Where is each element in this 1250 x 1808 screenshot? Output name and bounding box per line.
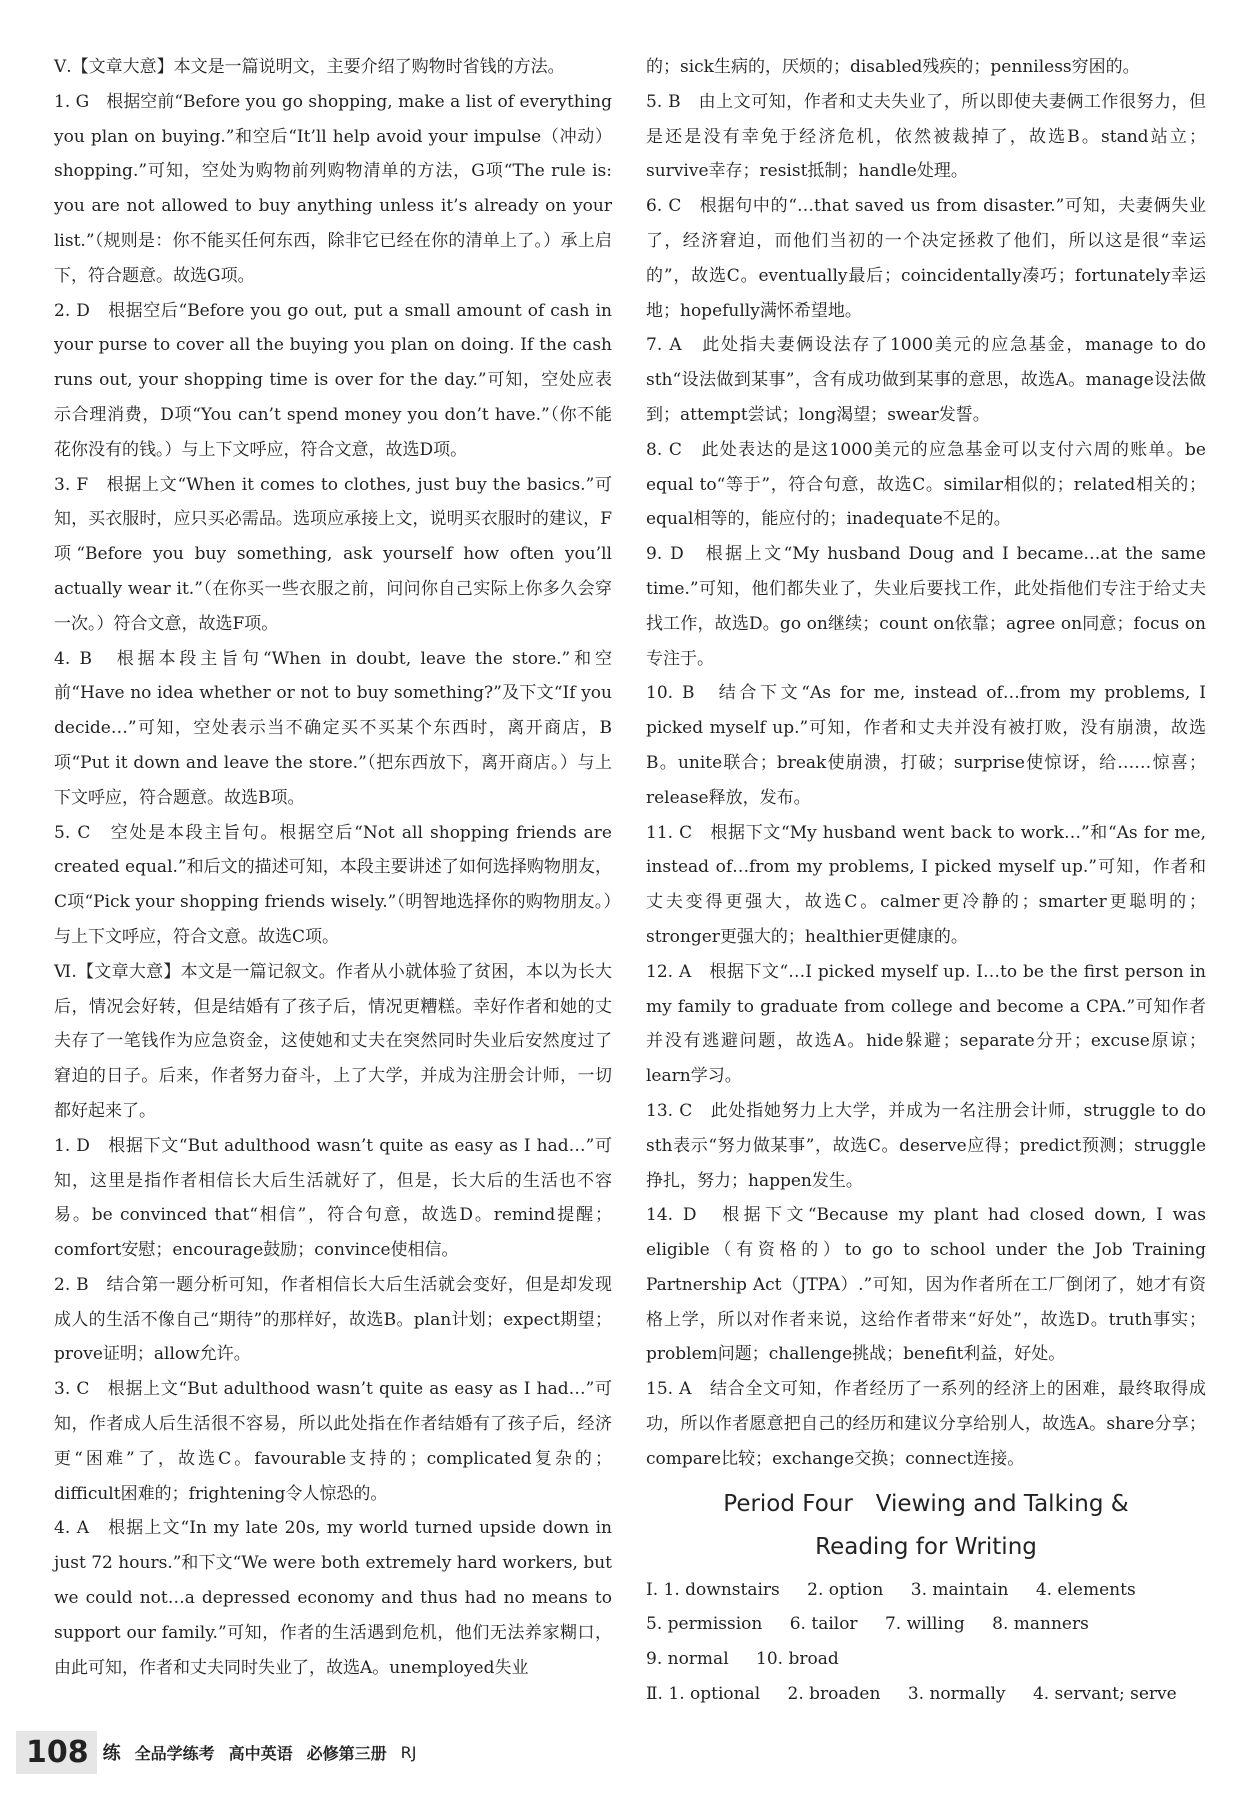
footer-edition: RJ [400,1742,417,1762]
vocab-answers-2 [646,1677,1206,1712]
footer-book: 必修第三册 [306,1743,387,1763]
page-footer [16,1726,417,1778]
paragraph: 13. C 此处指她努力上大学，并成为一名注册会计师，struggle to do sth表示“努力做某事”，故选C。deserve应得；predict预测；struggle挣扎，努力；happen发生。 [646,1100,1206,1191]
vocab-prefix: Ⅱ. [646,1684,663,1705]
vocab-item: 2. option [807,1579,884,1600]
paragraph: 5. B 由上文可知，作者和丈夫失业了，所以即使夫妻俩工作很努力，但是还是没有幸免于经济危机，依然被裁掉了，故选B。stand站立；survive幸存；resist抵制；handle处理。 [646,91,1206,182]
paragraph: 4. A 根据上文“In my late 20s, my world turned upside down in just 72 hours.”和下文“We were both extremely hard workers, but we could not…a depressed economy and thus had no means to support our family.”可知，作者的生活遇到危机，他们无法养家糊口，由此可知，作者和丈夫同时失业了，故选A。unemployed失业 [54,1518,612,1678]
paragraph: 3. F 根据上文“When it comes to clothes, just buy the basics.”可知，买衣服时，应只买必需品。选项应承接上文，说明买衣服时的建议，F项“Before you buy something, ask yourself how often you’ll actually wear it.”（在你买一些衣服之前，问问你自己实际上你多久会穿一次。）符合文意，故选F项。 [54,474,612,634]
footer-lian: 练 [102,1743,121,1764]
paragraph: 14. D 根据下文“Because my plant had closed down, I was eligible（有资格的）to go to school under the Job Training Partnership Act（JTPA）.”可知，因为作者所在工厂倒闭了，她才有资格上学，所以对作者来说，这给作者带来“好处”，故选D。truth事实；problem问题；challenge挑战；benefit利益，好处。 [646,1205,1206,1365]
paragraph: 6. C 根据句中的“…that saved us from disaster.”可知，夫妻俩失业了，经济窘迫，而他们当初的一个决定拯救了他们，所以这是很“幸运的”，故选C。eventually最后；coincidentally凑巧；fortunately幸运地；hopefully满怀希望地。 [646,196,1206,321]
paragraph: 1. G 根据空前“Before you go shopping, make a list of everything you plan on buying.”和空后“It’ll help avoid your impulse（冲动）shopping.”可知，空处为购物前列购物清单的方法，G项“The rule is: you are not allowed to buy anything unless it’s already on your list.”（规则是：你不能买任何东西，除非它已经在你的清单上了。）承上启下，符合题意。故选G项。 [54,91,612,286]
section-heading-line2: Reading for Writing [815,1533,1037,1560]
paragraph: 11. C 根据下文“My husband went back to work…”和“As for me, instead of…from my problems, I picked myself up.”可知，作者和丈夫变得更强大，故选C。calmer更冷静的；smarter更聪明的；stronger更强大的；healthier更健康的。 [646,822,1206,947]
paragraph: 4. B 根据本段主旨句“When in doubt, leave the store.”和空前“Have no idea whether or not to buy something?”及下文“If you decide…”可知，空处表示当不确定买不买某个东西时，离开商店，B项“Put it down and leave the store.”（把东西放下，离开商店。）与上下文呼应，符合题意。故选B项。 [54,648,612,808]
paragraph: 15. A 结合全文可知，作者经历了一系列的经济上的困难，最终取得成功，所以作者愿意把自己的经历和建议分享给别人，故选A。share分享；compare比较；exchange交换；connect连接。 [646,1379,1206,1469]
paragraph: 12. A 根据下文“…I picked myself up. I…to be the first person in my family to graduate from college and become a CPA.”可知作者并没有逃避问题，故选A。hide躲避；separate分开；excuse原谅；learn学习。 [646,961,1206,1087]
vocab-item: 3. normally [907,1684,1006,1705]
section-heading [646,1483,1206,1569]
paragraph: 的；sick生病的，厌烦的；disabled残疾的；penniless穷困的。 [646,57,1140,77]
vocab-item: 5. permission [646,1614,763,1635]
paragraph: 1. D 根据下文“But adulthood wasn’t quite as easy as I had…”可知，这里是指作者相信长大后生活就好了，但是，长大后的生活也不容易。be convinced that“相信”，符合句意，故选D。remind提醒；comfort安慰；encourage鼓励；convince使相信。 [54,1135,612,1261]
paragraph: 5. C 空处是本段主旨句。根据空后“Not all shopping friends are created equal.”和后文的描述可知，本段主要讲述了如何选择购物朋友，C项“Pick your shopping friends wisely.”（明智地选择你的购物朋友。）与上下文呼应，符合文意。故选C项。 [54,822,612,947]
left-column [54,50,612,1685]
paragraph: 3. C 根据上文“But adulthood wasn’t quite as easy as I had…”可知，作者成人后生活很不容易，所以此处指在作者结婚有了孩子后，经济更“困难”了，故选C。favourable支持的；complicated复杂的；difficult困难的；frightening令人惊恐的。 [54,1379,612,1504]
vocab-item: 1. optional [668,1684,761,1705]
vocab-item: 8. manners [992,1614,1089,1635]
page-number: 108 [16,1731,97,1774]
vocab-answers-1 [646,1573,1206,1677]
paragraph: 2. D 根据空后“Before you go out, put a small amount of cash in your purse to cover all the buying you plan on doing. If the cash runs out, your shopping time is over for the day.”可知，空处应表示合理消费，D项“You can’t spend money you don’t have.”（你不能花你没有的钱。）与上下文呼应，符合文意，故选D项。 [54,300,612,460]
vocab-item: 9. normal [646,1649,729,1670]
vocab-item: 4. elements [1035,1579,1136,1600]
section-heading-line1: Period Four Viewing and Talking & [723,1490,1129,1517]
paragraph: Ⅵ.【文章大意】本文是一篇记叙文。作者从小就体验了贫困，本以为长大后，情况会好转，但是结婚有了孩子后，情况更糟糕。幸好作者和她的丈夫存了一笔钱作为应急资金，这使她和丈夫在突然同时失业后安然度过了窘迫的日子。后来，作者努力奋斗，上了大学，并成为注册会计师，一切都好起来了。 [54,961,612,1121]
paragraph: 2. B 结合第一题分析可知，作者相信长大后生活就会变好，但是却发现成人的生活不像自己“期待”的那样好，故选B。plan计划；expect期望；prove证明；allow允许。 [54,1274,612,1365]
paragraph: Ⅴ.【文章大意】本文是一篇说明文，主要介绍了购物时省钱的方法。 [54,57,565,77]
vocab-item: 10. broad [756,1649,839,1670]
vocab-item: 3. maintain [910,1579,1009,1600]
footer-subject: 高中英语 [228,1743,293,1763]
right-column [646,50,1206,1712]
footer-brand: 全品学练考 [134,1743,215,1763]
paragraph: 9. D 根据上文“My husband Doug and I became…at the same time.”可知，他们都失业了，失业后要找工作，此处指他们专注于给丈夫找工作，故选D。go on继续；count on依靠；agree on同意；focus on专注于。 [646,544,1206,669]
paragraph: 8. C 此处表达的是这1000美元的应急基金可以支付六周的账单。be equal to“等于”，符合句意，故选C。similar相似的；related相关的；equal相等的，能应付的；inadequate不足的。 [646,439,1206,530]
vocab-item: 4. servant; serve [1032,1684,1177,1705]
vocab-item: 6. tailor [789,1614,858,1635]
vocab-prefix: Ⅰ. [646,1579,659,1600]
vocab-item: 7. willing [884,1614,965,1635]
paragraph: 10. B 结合下文“As for me, instead of…from my problems, I picked myself up.”可知，作者和丈夫并没有被打败，没有崩溃，故选B。unite联合；break使崩溃，打破；surprise使惊讶，给……惊喜；release释放，发布。 [646,683,1206,808]
vocab-item: 2. broaden [787,1684,881,1705]
paragraph: 7. A 此处指夫妻俩设法存了1000美元的应急基金，manage to do sth“设法做到某事”，含有成功做到某事的意思，故选A。manage设法做到；attempt尝试；long渴望；swear发誓。 [646,335,1206,425]
vocab-item: 1. downstairs [663,1579,780,1600]
